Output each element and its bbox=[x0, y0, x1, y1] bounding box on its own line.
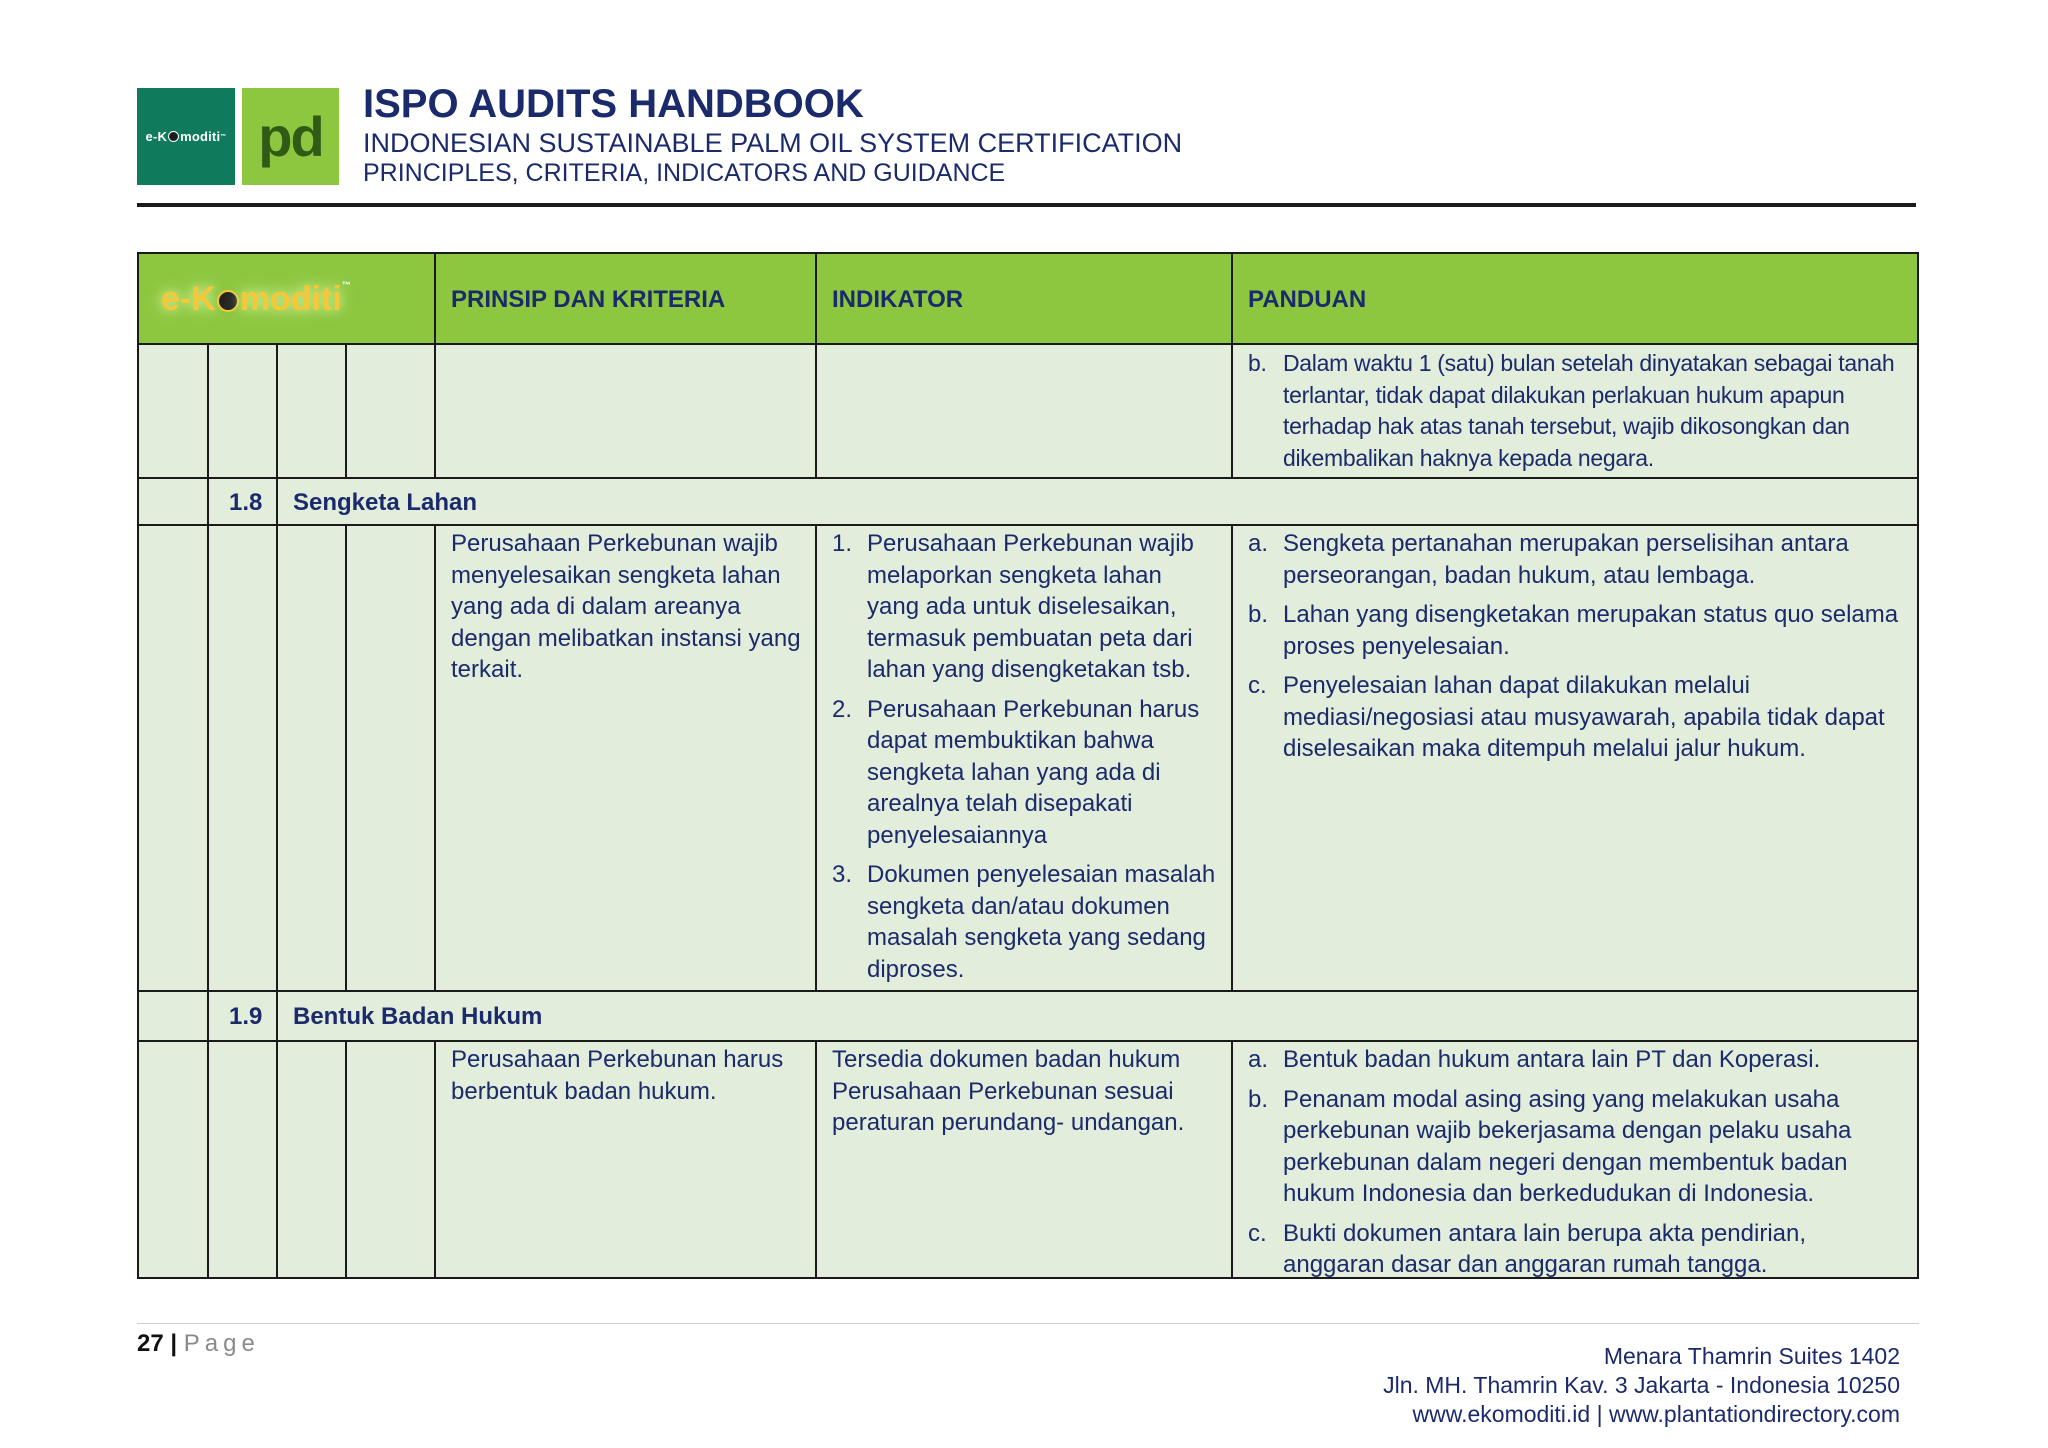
column-divider bbox=[207, 478, 209, 525]
row-divider bbox=[139, 343, 1917, 345]
ekomoditi-watermark bbox=[161, 280, 351, 319]
page-separator: | bbox=[170, 1330, 178, 1357]
column-divider bbox=[207, 525, 209, 991]
list-marker: c. bbox=[1248, 672, 1267, 699]
column-divider bbox=[207, 991, 209, 1041]
watermark-text-pre: e-K bbox=[161, 280, 216, 318]
list-marker: a. bbox=[1248, 530, 1269, 557]
list-text: Perusahaan Perkebunan wajib melaporkan sengketa lahan yang ada untuk diselesaikan, termasuk pembuatan peta dari lahan yang disengketakan tsb. bbox=[867, 530, 1194, 683]
section-number: 1.9 bbox=[229, 1003, 263, 1030]
column-divider bbox=[815, 525, 817, 991]
column-divider bbox=[815, 254, 817, 344]
guidance-list bbox=[1248, 1044, 1908, 1289]
list-item bbox=[1248, 1084, 1908, 1210]
list-text: Dalam waktu 1 (satu) bulan setelah dinyatakan sebagai tanah terlantar, tidak dapat dilakukan perlakuan hukum apapun terhadap hak atas tanah tersebut, wajib dikosongkan dan dikembalikan haknya kepada negara. bbox=[1283, 350, 1895, 471]
header-rule bbox=[137, 203, 1916, 207]
list-text: Sengketa pertanahan merupakan perselisihan antara perseorangan, badan hukum, atau lembaga. bbox=[1283, 530, 1849, 589]
table-header-row bbox=[139, 254, 1917, 344]
indicator-list bbox=[832, 528, 1217, 993]
list-item bbox=[1248, 1044, 1908, 1076]
watermark-text-post: moditi bbox=[239, 280, 342, 318]
list-item bbox=[832, 694, 1217, 852]
list-item bbox=[1248, 528, 1908, 591]
column-divider bbox=[434, 525, 436, 991]
column-header-criteria: PRINSIP DAN KRITERIA bbox=[451, 286, 726, 313]
footer-website-links: www.ekomoditi.id | www.plantationdirectory.com bbox=[1412, 1401, 1900, 1427]
pd-logo: pd bbox=[242, 88, 339, 185]
page-number-value: 27 bbox=[137, 1330, 164, 1357]
list-marker: 1. bbox=[832, 530, 853, 557]
ekomoditi-logo-text-post: moditi bbox=[180, 129, 221, 144]
footer-address-line: Jln. MH. Thamrin Kav. 3 Jakarta - Indonesia 10250 bbox=[1383, 1372, 1900, 1398]
column-divider bbox=[345, 344, 347, 478]
guidance-list bbox=[1248, 528, 1908, 773]
list-marker: 3. bbox=[832, 861, 853, 888]
list-text: Penyelesaian lahan dapat dilakukan melalui mediasi/negosiasi atau musyawarah, apabila tidak dapat diselesaikan maka ditempuh melalui jalur hukum. bbox=[1283, 672, 1885, 762]
list-item bbox=[1248, 670, 1908, 765]
list-text: Lahan yang disengketakan merupakan status quo selama proses penyelesaian. bbox=[1283, 601, 1899, 660]
globe-icon bbox=[217, 290, 239, 312]
row-divider bbox=[139, 1040, 1917, 1042]
column-divider bbox=[207, 1041, 209, 1279]
column-divider bbox=[1231, 1041, 1233, 1279]
list-text: Bentuk badan hukum antara lain PT dan Koperasi. bbox=[1283, 1046, 1821, 1073]
column-divider bbox=[815, 344, 817, 478]
column-divider bbox=[434, 344, 436, 478]
document-subtitle-2: PRINCIPLES, CRITERIA, INDICATORS AND GUIDANCE bbox=[363, 159, 1006, 187]
document-title: ISPO AUDITS HANDBOOK bbox=[363, 82, 864, 126]
globe-icon bbox=[168, 131, 179, 142]
column-divider bbox=[276, 344, 278, 478]
list-item bbox=[1248, 348, 1908, 474]
row-divider bbox=[139, 524, 1917, 526]
list-text: Dokumen penyelesaian masalah sengketa dan/atau dokumen masalah sengketa yang sedang diproses. bbox=[867, 861, 1216, 983]
column-divider bbox=[345, 525, 347, 991]
list-marker: b. bbox=[1248, 1085, 1269, 1113]
list-marker: b. bbox=[1248, 601, 1269, 628]
section-title: Bentuk Badan Hukum bbox=[293, 1003, 543, 1030]
column-divider bbox=[434, 254, 436, 344]
list-marker: c. bbox=[1248, 1219, 1267, 1247]
column-divider bbox=[1231, 525, 1233, 991]
criteria-text: Perusahaan Perkebunan harus berbentuk badan hukum. bbox=[451, 1046, 784, 1105]
continued-guidance-item bbox=[1248, 348, 1908, 482]
footer-rule bbox=[137, 1323, 1919, 1324]
list-item bbox=[1248, 599, 1908, 662]
column-divider bbox=[345, 1041, 347, 1279]
list-text: Perusahaan Perkebunan harus dapat membuktikan bahwa sengketa lahan yang ada di arealnya telah disepakati penyelesaiannya bbox=[867, 695, 1200, 849]
document-subtitle: INDONESIAN SUSTAINABLE PALM OIL SYSTEM CERTIFICATION bbox=[363, 128, 1183, 158]
section-number: 1.8 bbox=[229, 489, 263, 516]
column-divider bbox=[276, 478, 278, 525]
list-item bbox=[1248, 1218, 1908, 1281]
column-header-guidance: PANDUAN bbox=[1248, 286, 1367, 313]
column-divider bbox=[207, 344, 209, 478]
column-divider bbox=[276, 525, 278, 991]
criteria-text: Perusahaan Perkebunan wajib menyelesaikan sengketa lahan yang ada di dalam areanya dengan melibatkan instansi yang terkait. bbox=[451, 530, 801, 683]
column-divider bbox=[434, 1041, 436, 1279]
criteria-table bbox=[137, 252, 1919, 1279]
indicator-text: Tersedia dokumen badan hukum Perusahaan Perkebunan sesuai peraturan perundang- undangan. bbox=[832, 1046, 1185, 1136]
footer-address-line: Menara Thamrin Suites 1402 bbox=[1603, 1343, 1900, 1369]
trademark-mark: ™ bbox=[220, 133, 227, 140]
page-number bbox=[137, 1330, 260, 1358]
column-divider bbox=[815, 1041, 817, 1279]
list-marker: 2. bbox=[832, 695, 853, 723]
list-text: Bukti dokumen antara lain berupa akta pendirian, anggaran dasar dan anggaran rumah tangga. bbox=[1283, 1219, 1807, 1278]
column-divider bbox=[1231, 254, 1233, 344]
list-item bbox=[832, 859, 1217, 985]
section-title: Sengketa Lahan bbox=[293, 489, 478, 516]
list-marker: a. bbox=[1248, 1046, 1269, 1073]
column-divider bbox=[1231, 344, 1233, 478]
page-label: Page bbox=[183, 1330, 260, 1357]
list-text: Penanam modal asing asing yang melakukan usaha perkebunan wajib bekerjasama dengan pelaku usaha perkebunan dalam negeri dengan membentuk badan hukum Indonesia dan berkedudukan di Indonesia. bbox=[1283, 1085, 1852, 1207]
column-divider bbox=[276, 1041, 278, 1279]
column-divider bbox=[276, 991, 278, 1041]
trademark-mark: ™ bbox=[341, 280, 351, 290]
ekomoditi-logo bbox=[137, 88, 235, 185]
column-header-indicator: INDIKATOR bbox=[832, 286, 964, 313]
list-item bbox=[832, 528, 1217, 686]
ekomoditi-logo-text-pre: e-K bbox=[145, 129, 168, 144]
list-marker: b. bbox=[1248, 350, 1267, 376]
